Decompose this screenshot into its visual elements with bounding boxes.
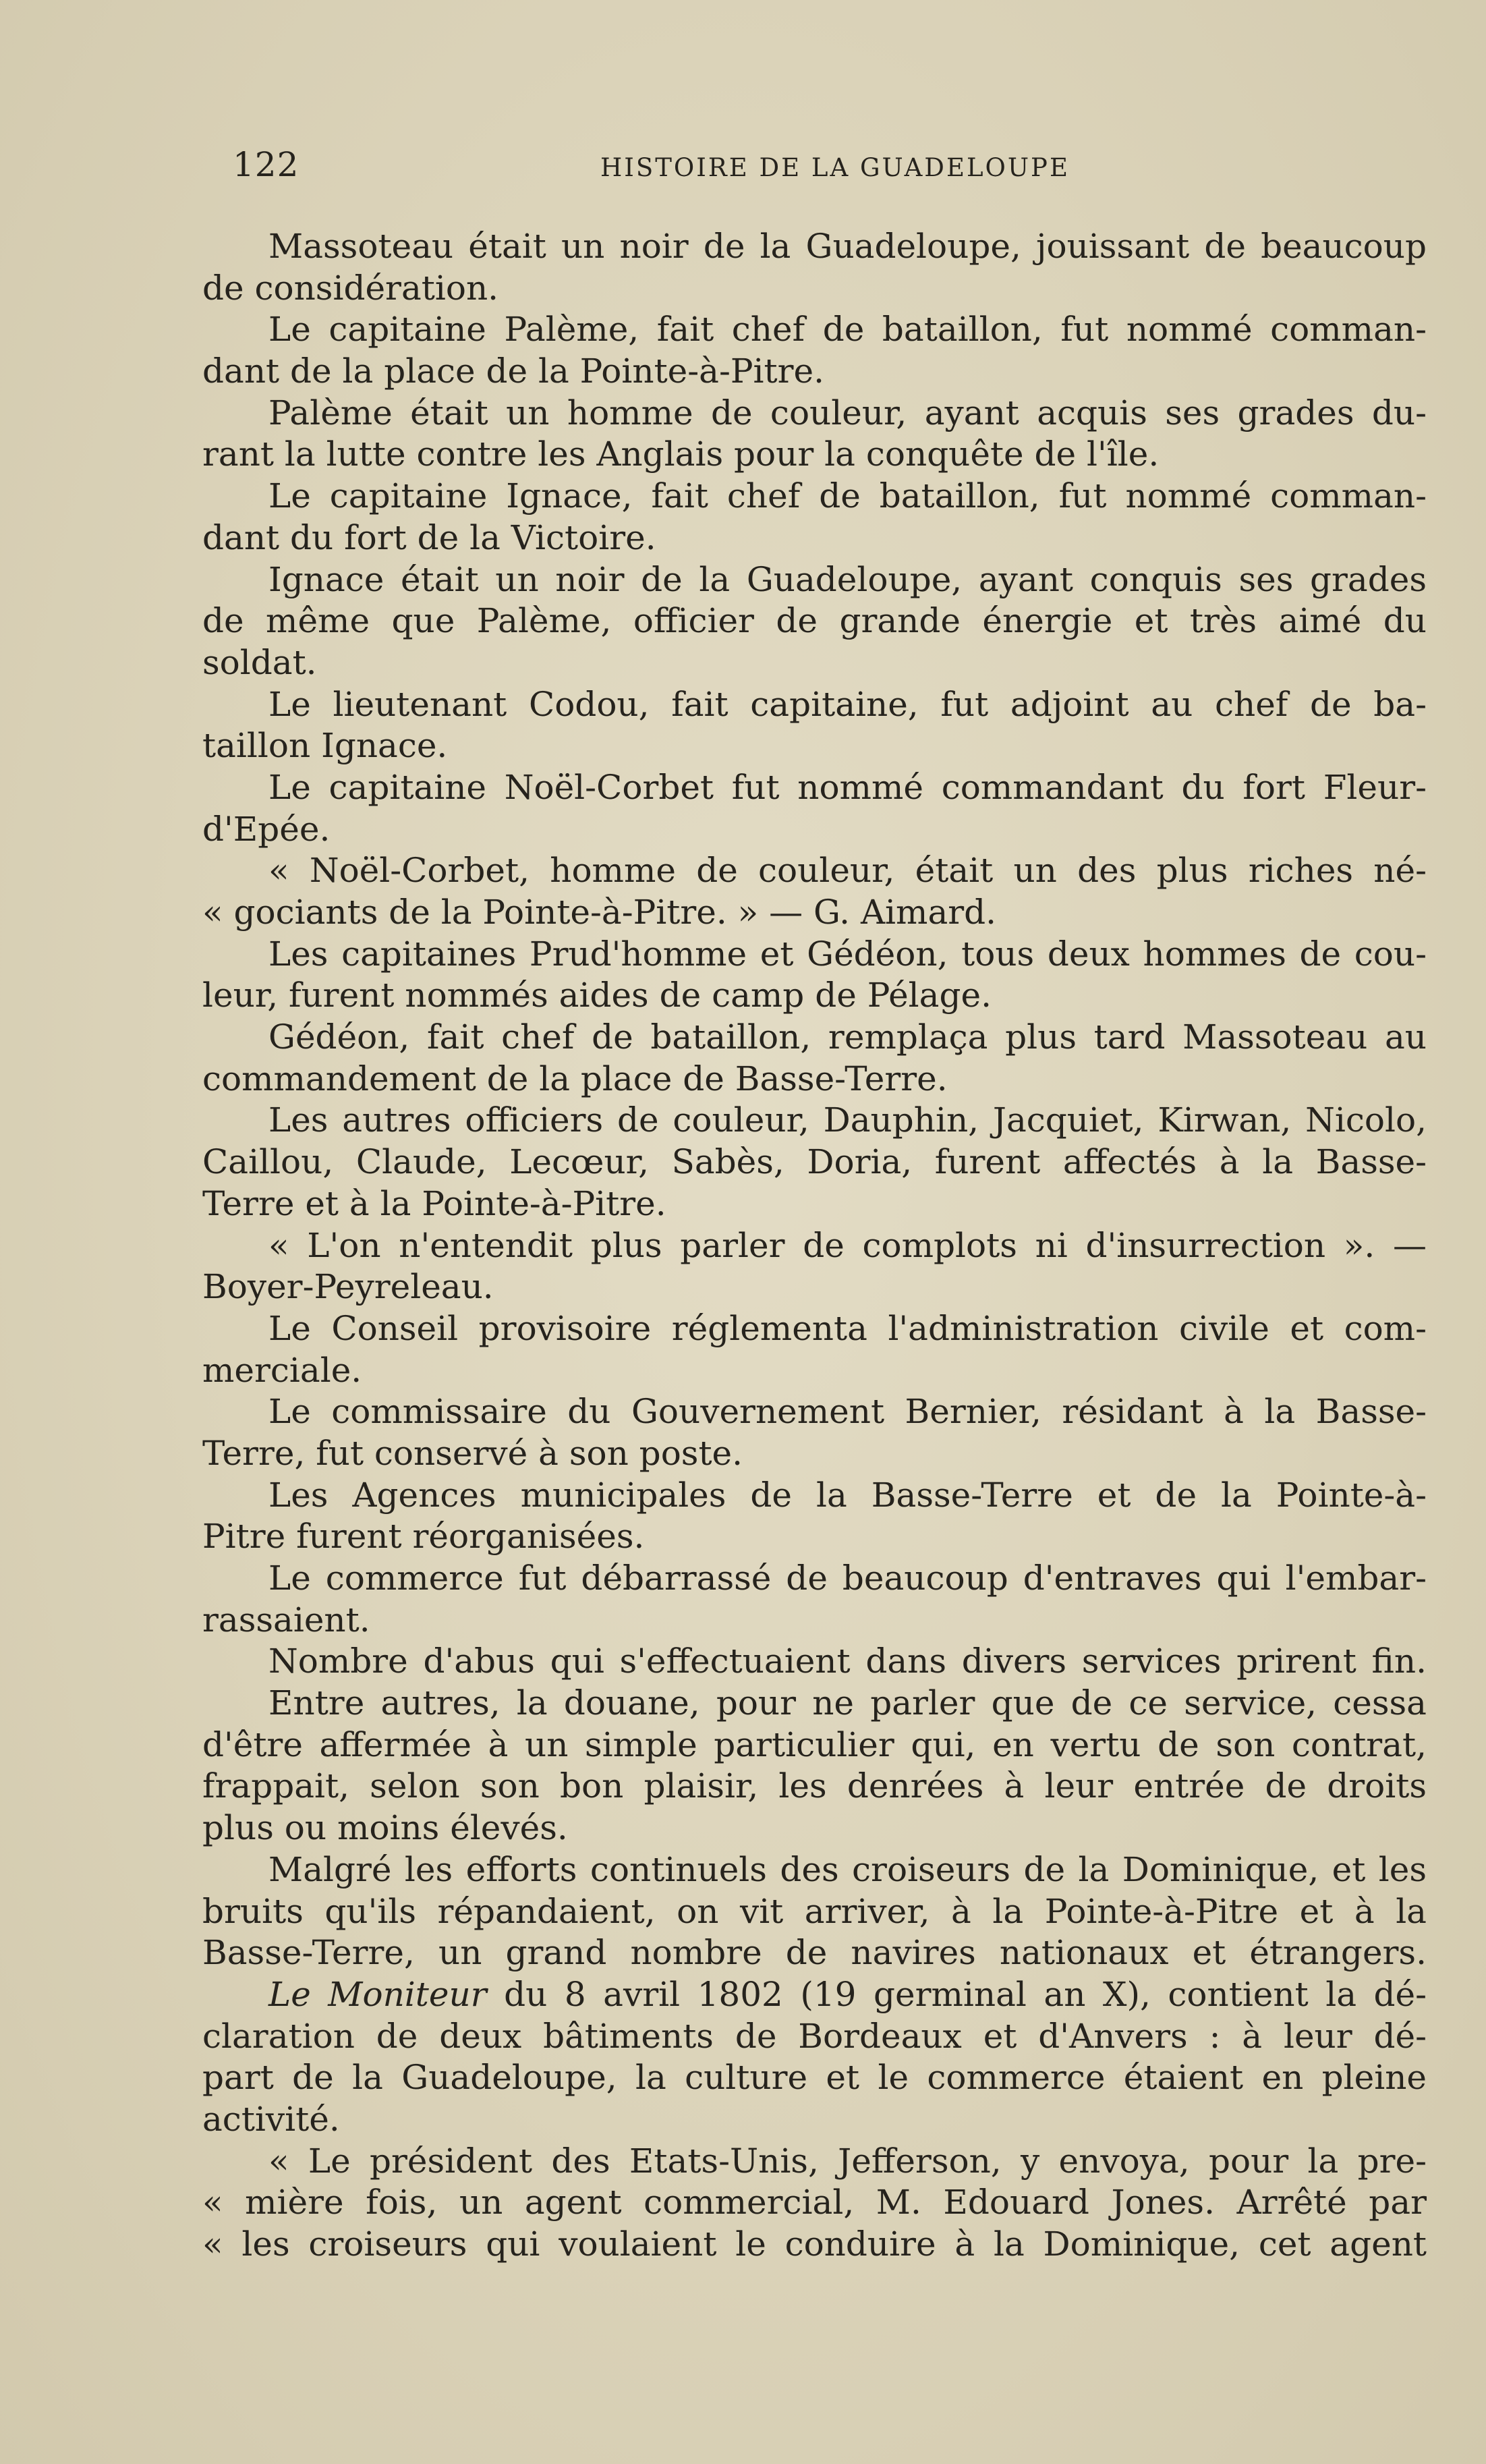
text-line: Massoteau était un noir de la Guadeloupe, jouissant de beaucoup	[268, 227, 1427, 266]
text-line: Le commissaire du Gouvernement Bernier, résidant à la Basse-	[268, 1392, 1427, 1432]
text-line: soldat.	[202, 642, 317, 682]
page-number: 122	[233, 145, 299, 184]
text-line: Terre, fut conservé à son poste.	[202, 1433, 743, 1473]
text-line: merciale.	[202, 1350, 362, 1390]
text-line: « Noël-Corbet, homme de couleur, était un des plus riches né-	[268, 851, 1427, 891]
text-line: Le capitaine Ignace, fait chef de bataillon, fut nommé comman-	[268, 476, 1427, 516]
text-line: de considération.	[202, 268, 499, 308]
text-line: Entre autres, la douane, pour ne parler que de ce service, cessa	[268, 1683, 1427, 1723]
text-line: Le Conseil provisoire réglementa l'administration civile et com-	[268, 1308, 1427, 1348]
text-line: claration de deux bâtiments de Bordeaux et d'Anvers : à leur dé-	[202, 2016, 1427, 2056]
text-line: Basse-Terre, un grand nombre de navires nationaux et étrangers.	[202, 1933, 1427, 1973]
running-title: HISTOIRE DE LA GUADELOUPE	[600, 153, 1070, 182]
text-line: Le lieutenant Codou, fait capitaine, fut adjoint au chef de ba-	[268, 684, 1427, 724]
text-line: d'Epée.	[202, 809, 331, 849]
text-line: frappait, selon son bon plaisir, les denrées à leur entrée de droits	[202, 1766, 1427, 1806]
text-line: Nombre d'abus qui s'effectuaient dans divers services prirent fin.	[268, 1642, 1427, 1681]
text-line: de même que Palème, officier de grande énergie et très aimé du	[202, 601, 1427, 641]
text-line: « les croiseurs qui voulaient le conduire à la Dominique, cet agent	[202, 2224, 1427, 2264]
text-line: « L'on n'entendit plus parler de complots ni d'insurrection ». —	[268, 1225, 1427, 1265]
text-line: Les Agences municipales de la Basse-Terre et de la Pointe-à-	[268, 1475, 1427, 1515]
italic-title: Le Moniteur	[268, 1974, 487, 2014]
text-line: bruits qu'ils répandaient, on vit arriver, à la Pointe-à-Pitre et à la	[202, 1891, 1427, 1931]
text-line: Caillou, Claude, Lecœur, Sabès, Doria, furent affectés à la Basse-	[202, 1142, 1427, 1182]
text-line: « gociants de la Pointe-à-Pitre. » — G. Aimard.	[202, 893, 997, 932]
text-line: commandement de la place de Basse-Terre.	[202, 1059, 948, 1098]
text-line: « mière fois, un agent commercial, M. Edouard Jones. Arrêté par	[202, 2183, 1427, 2222]
text-line: activité.	[202, 2099, 340, 2139]
text-line: Le capitaine Noël-Corbet fut nommé commandant du fort Fleur-	[268, 767, 1427, 807]
text-line: « Le président des Etats-Unis, Jefferson, y envoya, pour la pre-	[268, 2141, 1427, 2181]
text-line: Palème était un homme de couleur, ayant acquis ses grades du-	[268, 393, 1427, 432]
text-line: Terre et à la Pointe-à-Pitre.	[202, 1183, 666, 1223]
text-line	[202, 1974, 1427, 2016]
line-text: du 8 avril 1802 (19 germinal an X), contient la dé-	[486, 1974, 1427, 2014]
text-line: rant la lutte contre les Anglais pour la conquête de l'île.	[202, 435, 1160, 474]
text-line: Le commerce fut débarrassé de beaucoup d'entraves qui l'embar-	[268, 1559, 1427, 1598]
text-line: dant de la place de la Pointe-à-Pitre.	[202, 352, 824, 391]
text-line: Les autres officiers de couleur, Dauphin, Jacquiet, Kirwan, Nicolo,	[268, 1100, 1427, 1140]
text-line: Boyer-Peyreleau.	[202, 1267, 494, 1307]
text-line: Ignace était un noir de la Guadeloupe, ayant conquis ses grades	[268, 559, 1427, 599]
page-header	[233, 145, 1440, 192]
text-line: Le capitaine Palème, fait chef de bataillon, fut nommé comman-	[268, 310, 1427, 349]
text-line: taillon Ignace.	[202, 726, 448, 766]
text-line: Pitre furent réorganisées.	[202, 1517, 645, 1557]
text-line: part de la Guadeloupe, la culture et le commerce étaient en pleine	[202, 2058, 1427, 2098]
text-line: Malgré les efforts continuels des croiseurs de la Dominique, et les	[268, 1849, 1427, 1889]
body-text	[202, 226, 1427, 2266]
text-line: d'être affermée à un simple particulier qui, en vertu de son contrat,	[202, 1725, 1427, 1764]
text-line: Les capitaines Prud'homme et Gédéon, tous deux hommes de cou-	[268, 934, 1427, 974]
text-line: plus ou moins élevés.	[202, 1808, 568, 1848]
text-line: rassaient.	[202, 1600, 370, 1640]
text-line: Gédéon, fait chef de bataillon, remplaça plus tard Massoteau au	[268, 1017, 1427, 1057]
text-line: dant du fort de la Victoire.	[202, 517, 656, 557]
text-line: leur, furent nommés aides de camp de Pélage.	[202, 976, 992, 1015]
